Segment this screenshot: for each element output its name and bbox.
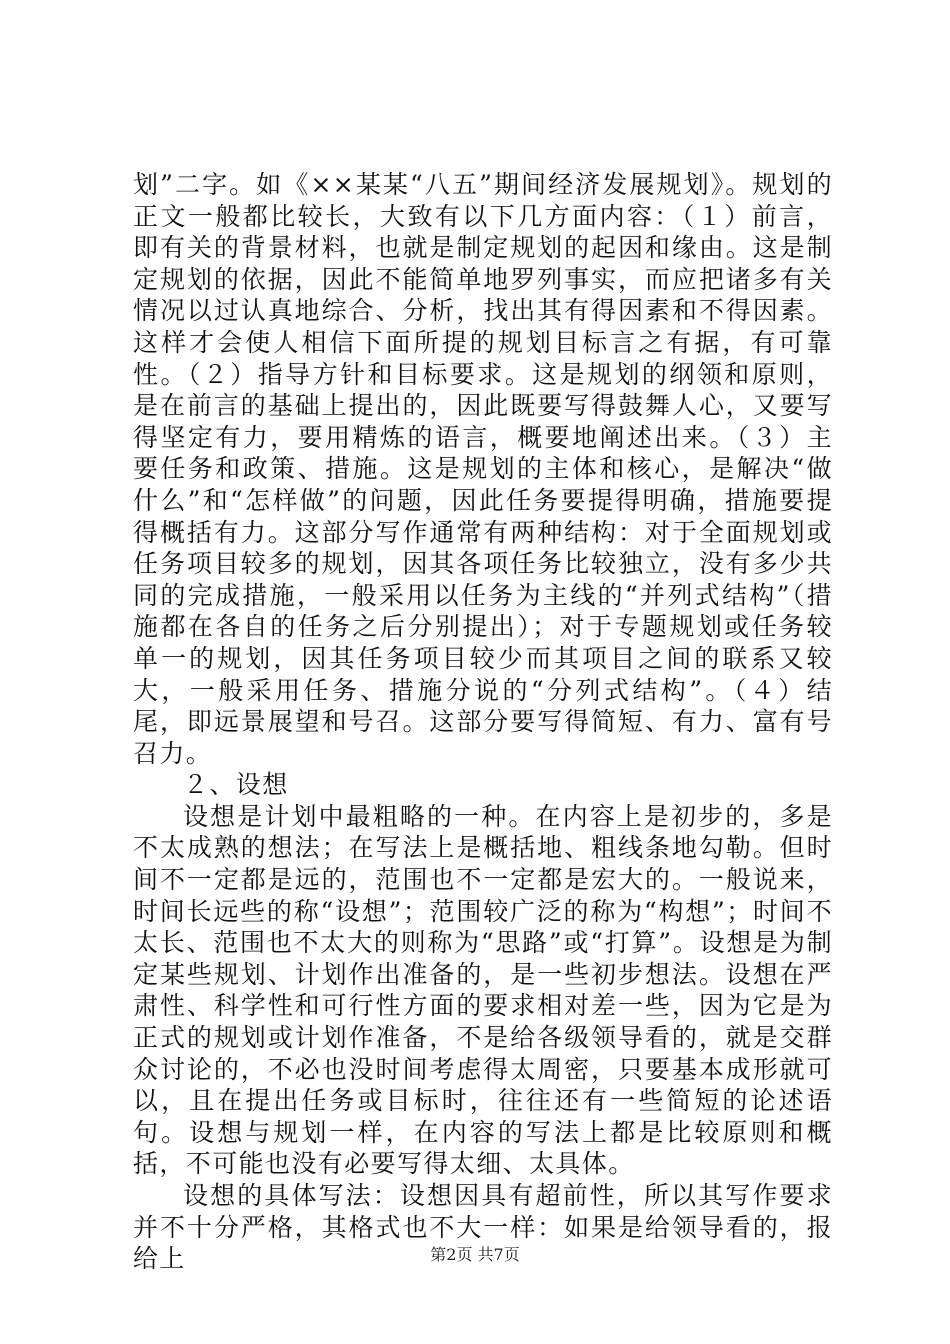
paragraph-planning-content: 划”二字。如《××某某“八五”期间经济发展规划》。规划的正文一般都比较长，大致有以下几方面内容：（１）前言，即有关的背景材料，也就是制定规划的起因和缘由。这是制定规划的依据，因此不能简单地罗列事实，而应把诸多有关情况以过认真地综合、分析，找出其有得因素和不得因素。这样才会使人相信下面所提的规划目标言之有据，有可靠性。（２）指导方针和目标要求。这是规划的纲领和原则，是在前言的基础上提出的，因此既要写得鼓舞人心，又要写得坚定有力，要用精炼的语言，概要地阐述出来。（３）主要任务和政策、措施。这是规划的主体和核心，是解决“做什么”和“怎样做”的问题，因此任务要提得明确，措施要提得概括有力。这部分写作通常有两种结构：对于全面规划或任务项目较多的规划，因其各项任务比较独立，没有多少共同的完成措施，一般采用以任务为主线的“并列式结构”（措施都在各自的任务之后分别提出）；对于专题规划或任务较单一的规划，因其任务项目较少而其项目之间的联系又较大，一般采用任务、措施分说的“分列式结构”。（４）结尾，即远景展望和号召。这部分要写得简短、有力、富有号召力。: [133, 170, 833, 768]
section-heading-idea: ２、设想: [183, 770, 289, 800]
paragraph-idea-writing-method: 设想的具体写法：设想因具有超前性，所以其写作要求并不十分严格，其格式也不大一样：如果是给领导看的，报给上: [133, 1181, 833, 1274]
page-footer: 第2页 共7页: [430, 1245, 520, 1264]
document-body: [133, 169, 833, 1275]
paragraph-idea-definition: 设想是计划中最粗略的一种。在内容上是初步的，多是不太成熟的想法；在写法上是概括地、粗线条地勾勒。但时间不一定都是远的，范围也不一定都是宏大的。一般说来，时间长远些的称“设想”；范围较广泛的称为“构想”；时间不太长、范围也不太大的则称为“思路”或“打算”。设想是为制定某些规划、计划作出准备的，是一些初步想法。设想在严肃性、科学性和可行性方面的要求相对差一些，因为它是为正式的规划或计划作准备，不是给各级领导看的，就是交群众讨论的，不必也没时间考虑得太周密，只要基本成形就可以，且在提出任务或目标时，往往还有一些简短的论述语句。设想与规划一样，在内容的写法上都是比较原则和概括，不可能也没有必要写得太细、太具体。: [133, 801, 833, 1179]
